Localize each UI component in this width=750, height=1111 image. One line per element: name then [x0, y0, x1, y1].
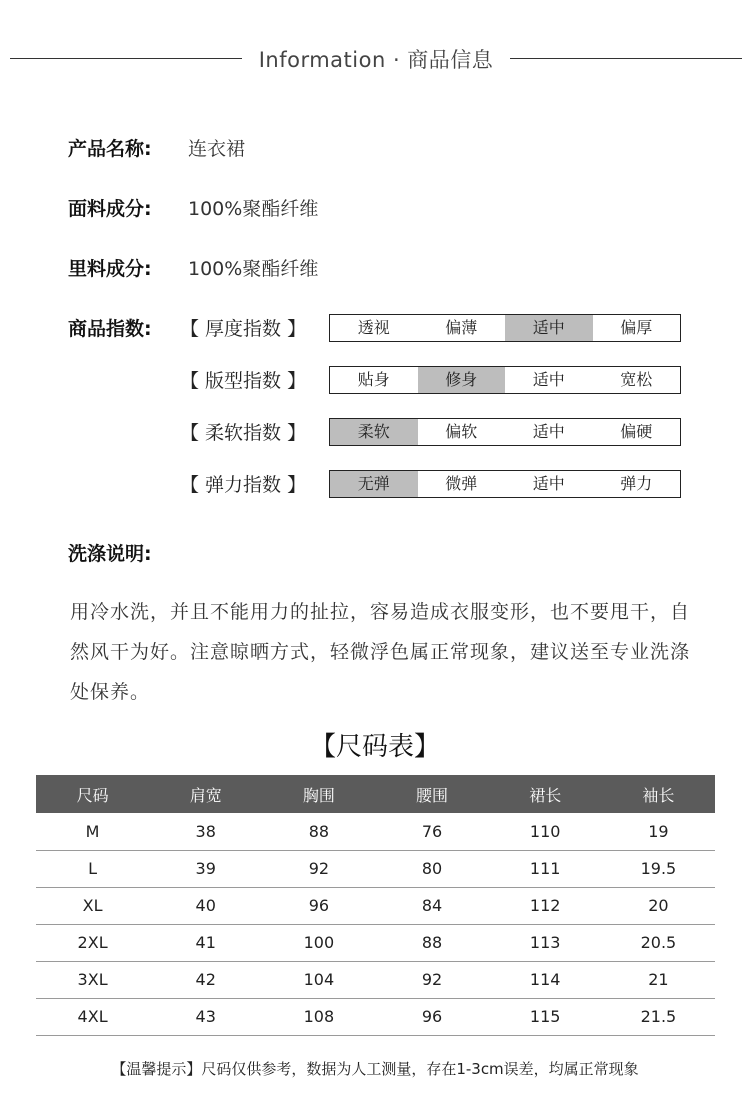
- product-name-value: 连衣裙: [188, 138, 246, 160]
- table-cell: 39: [149, 850, 262, 887]
- table-row: [36, 998, 715, 1035]
- index-option-selected: 修身: [418, 367, 506, 393]
- table-cell: 21: [602, 961, 715, 998]
- index-option: 偏硬: [620, 422, 653, 441]
- size-chart-column-header: 腰围: [375, 775, 488, 813]
- index-label: 【 厚度指数 】: [180, 318, 307, 340]
- table-cell: 92: [262, 850, 375, 887]
- size-chart-header-row: [36, 775, 715, 813]
- table-row: [36, 813, 715, 850]
- index-option: 透视: [357, 318, 390, 337]
- size-chart-table: [36, 775, 715, 1036]
- index-option-selected: 适中: [505, 315, 593, 341]
- table-cell: 20.5: [602, 924, 715, 961]
- table-cell: 115: [489, 998, 602, 1035]
- index-scale: [329, 418, 681, 446]
- size-chart-column-header: 袖长: [602, 775, 715, 813]
- index-option: 微弹: [445, 474, 478, 493]
- index-option: 偏厚: [620, 318, 653, 337]
- table-cell: 92: [375, 961, 488, 998]
- product-name-label: 产品名称:: [68, 138, 152, 160]
- table-cell: 113: [489, 924, 602, 961]
- table-cell: 96: [375, 998, 488, 1035]
- header-divider-left: [10, 58, 242, 59]
- table-cell: 111: [489, 850, 602, 887]
- index-option-selected: 无弹: [330, 471, 418, 497]
- section-title: Information · 商品信息: [258, 48, 494, 72]
- table-cell: 84: [375, 887, 488, 924]
- index-scale: [329, 314, 681, 342]
- index-scale: [329, 366, 681, 394]
- index-scale: [329, 470, 681, 498]
- table-cell: 100: [262, 924, 375, 961]
- table-cell: 19: [602, 813, 715, 850]
- fabric-value: 100%聚酯纤维: [188, 198, 319, 220]
- table-row: [36, 850, 715, 887]
- table-cell: 41: [149, 924, 262, 961]
- index-option: 偏薄: [445, 318, 478, 337]
- table-cell: 76: [375, 813, 488, 850]
- size-chart-title: 【尺码表】: [309, 732, 440, 762]
- table-cell: 38: [149, 813, 262, 850]
- index-label: 【 柔软指数 】: [180, 422, 307, 444]
- fabric-label: 面料成分:: [68, 198, 152, 220]
- table-cell: 3XL: [36, 961, 149, 998]
- size-chart-column-header: 肩宽: [149, 775, 262, 813]
- lining-value: 100%聚酯纤维: [188, 258, 319, 280]
- size-tip: 【温馨提示】尺码仅供参考，数据为人工测量，存在1-3cm误差，均属正常现象: [111, 1060, 639, 1078]
- product-index-label: 商品指数:: [68, 318, 152, 340]
- table-cell: 80: [375, 850, 488, 887]
- index-option: 适中: [532, 370, 565, 389]
- table-cell: 2XL: [36, 924, 149, 961]
- table-row: [36, 961, 715, 998]
- table-cell: 110: [489, 813, 602, 850]
- header-divider-right: [510, 58, 742, 59]
- index-option-selected: 柔软: [330, 419, 418, 445]
- table-cell: 114: [489, 961, 602, 998]
- wash-label: 洗涤说明:: [68, 543, 152, 565]
- index-option: 贴身: [357, 370, 390, 389]
- table-cell: 40: [149, 887, 262, 924]
- section-header: [0, 44, 750, 74]
- table-cell: 20: [602, 887, 715, 924]
- size-chart-column-header: 尺码: [36, 775, 149, 813]
- size-chart-column-header: 胸围: [262, 775, 375, 813]
- index-label: 【 弹力指数 】: [180, 474, 307, 496]
- table-cell: 104: [262, 961, 375, 998]
- table-cell: 108: [262, 998, 375, 1035]
- index-option: 宽松: [620, 370, 653, 389]
- index-option: 弹力: [620, 474, 653, 493]
- lining-label: 里料成分:: [68, 258, 152, 280]
- table-row: [36, 924, 715, 961]
- index-option: 适中: [532, 422, 565, 441]
- table-cell: M: [36, 813, 149, 850]
- table-cell: 42: [149, 961, 262, 998]
- table-cell: 96: [262, 887, 375, 924]
- table-cell: 88: [375, 924, 488, 961]
- size-chart-column-header: 裙长: [489, 775, 602, 813]
- table-cell: 88: [262, 813, 375, 850]
- index-label: 【 版型指数 】: [180, 370, 307, 392]
- index-option: 偏软: [445, 422, 478, 441]
- index-option: 适中: [532, 474, 565, 493]
- table-cell: 19.5: [602, 850, 715, 887]
- table-cell: XL: [36, 887, 149, 924]
- table-cell: L: [36, 850, 149, 887]
- table-row: [36, 887, 715, 924]
- table-cell: 43: [149, 998, 262, 1035]
- wash-instructions: 用冷水洗，并且不能用力的扯拉，容易造成衣服变形，也不要甩干，自然风干为好。注意晾晒方式，轻微浮色属正常现象，建议送至专业洗涤处保养。: [70, 601, 691, 703]
- table-cell: 4XL: [36, 998, 149, 1035]
- table-cell: 112: [489, 887, 602, 924]
- table-cell: 21.5: [602, 998, 715, 1035]
